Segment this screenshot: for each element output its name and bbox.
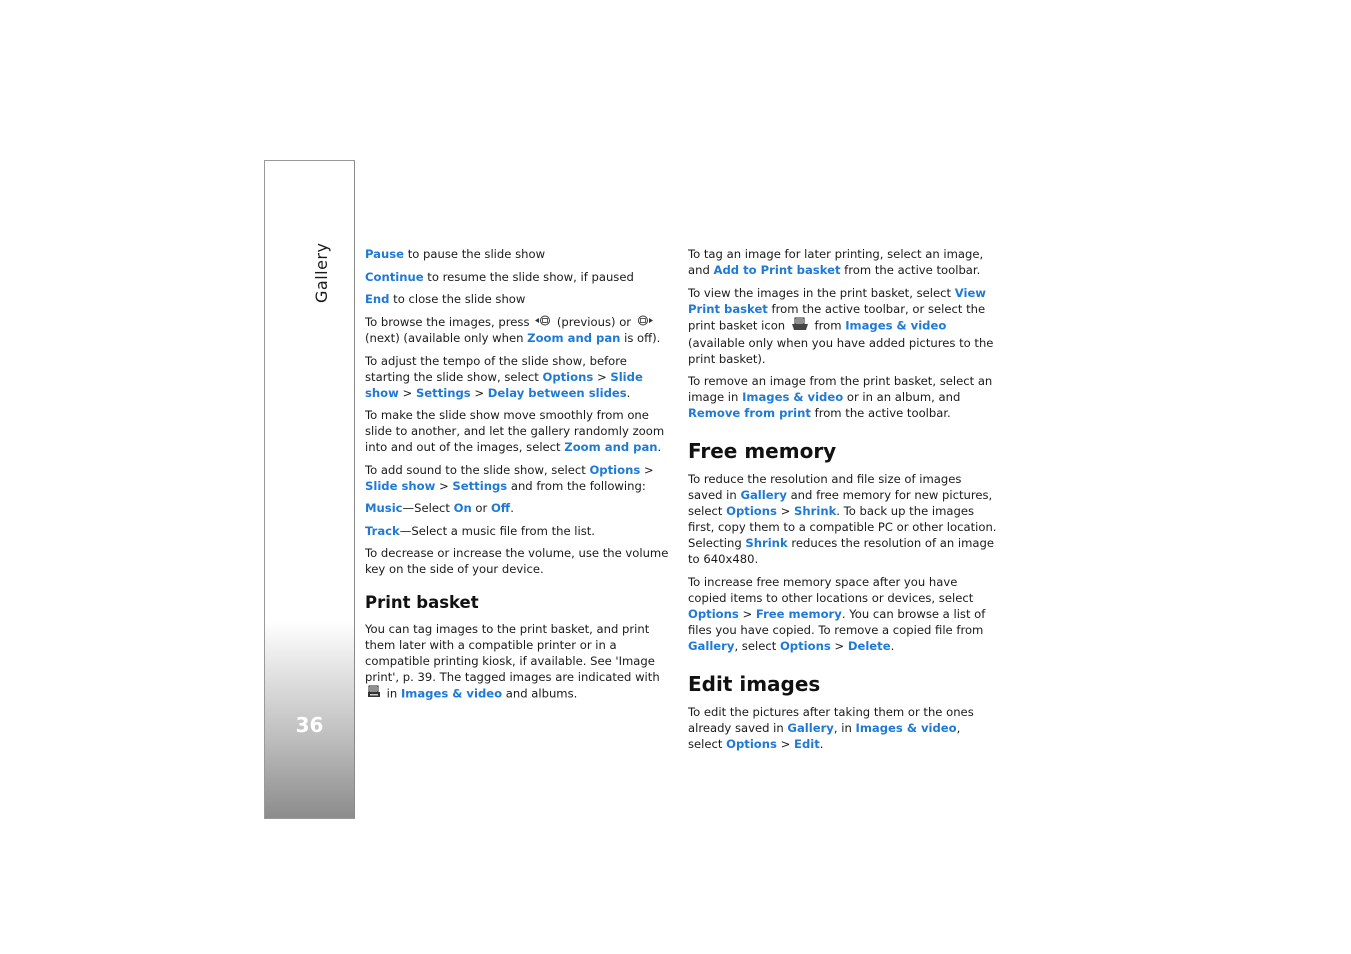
heading-print-basket: Print basket	[365, 593, 479, 612]
left-column	[365, 246, 669, 710]
text: You can tag images to the print basket, and print them later with a compatible printer or in a compatible printing kiosk, if available. See 'Image print', p. 39. The tagged images are indicated with	[365, 622, 660, 684]
keyword-options: Options	[726, 736, 777, 751]
separator: >	[738, 606, 756, 621]
paragraph-reduce	[688, 471, 998, 567]
text: reduces the resolution of an image to 640x480.	[688, 536, 994, 566]
separator: >	[470, 385, 488, 400]
right-column	[688, 246, 998, 758]
text: from the active toolbar.	[840, 263, 981, 277]
keyword-images-video: Images & video	[400, 686, 503, 701]
keyword-shrink: Shrink	[745, 536, 788, 550]
keyword-settings: Settings	[415, 385, 471, 400]
text: from	[810, 318, 846, 332]
keyword-edit: Edit	[794, 736, 820, 751]
text: , select	[734, 638, 780, 653]
text: and albums.	[502, 686, 578, 701]
text: .	[819, 736, 824, 751]
text: . You can browse a list of files you have copied. To remove a copied file from	[688, 606, 986, 637]
keyword-free-memory: Free memory	[755, 606, 842, 621]
paragraph-print	[365, 621, 669, 703]
paragraph-continue	[365, 269, 669, 285]
scroll-left-icon	[535, 314, 551, 330]
print-basket-icon	[791, 317, 809, 335]
keyword-pause: Pause	[365, 247, 405, 261]
text: To browse the images, press	[365, 314, 534, 329]
text: (previous) or	[553, 314, 635, 329]
heading-edit-images: Edit images	[688, 671, 821, 696]
keyword-on: On	[453, 501, 472, 515]
keyword-end: End	[365, 292, 390, 306]
paragraph-tempo	[365, 353, 669, 401]
paragraph-smooth	[365, 407, 669, 455]
text: To tag an image for later printing, select an image, and	[688, 247, 984, 277]
keyword-images-video: Images & video	[742, 390, 844, 404]
text: to close the slide show	[389, 292, 526, 306]
text: is off).	[620, 331, 661, 345]
text: .	[510, 501, 514, 515]
text: To view the images in the print basket, select	[688, 285, 955, 300]
keyword-slide-show: Slide show	[365, 478, 436, 493]
text: in	[383, 686, 401, 701]
keyword-add-print-basket: Add to Print basket	[713, 263, 841, 277]
separator: >	[776, 504, 795, 518]
text: To adjust the tempo of the slide show, before starting the slide show, select	[365, 353, 627, 384]
text: .	[890, 638, 895, 653]
text: To remove an image from the print basket, select an image in	[688, 374, 993, 404]
print-basket-icon	[367, 685, 381, 703]
paragraph-view	[688, 285, 998, 367]
keyword-images-video: Images & video	[845, 318, 947, 332]
separator: >	[830, 638, 848, 653]
text: from the active toolbar.	[810, 406, 951, 420]
text: To add sound to the slide show, select	[365, 462, 590, 477]
keyword-gallery: Gallery	[740, 488, 787, 502]
paragraph-pause	[365, 246, 669, 262]
paragraph-end	[365, 291, 669, 307]
keyword-slide-show: Slide show	[365, 369, 643, 400]
keyword-track: Track	[365, 523, 400, 538]
heading-free-memory: Free memory	[688, 439, 837, 463]
keyword-music: Music	[365, 501, 403, 515]
keyword-continue: Continue	[365, 269, 424, 284]
paragraph-music	[365, 500, 669, 516]
text: (next) (available only when	[365, 331, 528, 345]
paragraph-remove	[688, 373, 998, 421]
keyword-gallery: Gallery	[688, 638, 735, 653]
keyword-zoom-pan: Zoom and pan	[564, 440, 658, 454]
keyword-options: Options	[726, 504, 777, 518]
keyword-settings: Settings	[452, 478, 508, 493]
text: to pause the slide show	[404, 247, 546, 261]
keyword-remove-from-print: Remove from print	[688, 406, 811, 420]
separator: >	[593, 369, 611, 384]
text: from the active toolbar, or select the print basket icon	[688, 301, 986, 332]
keyword-images-video: Images & video	[855, 720, 957, 735]
text: (available only when you have added pictures to the print basket).	[688, 335, 994, 366]
paragraph-browse	[365, 314, 669, 347]
separator: >	[640, 462, 654, 477]
separator: >	[776, 736, 795, 751]
text: To edit the pictures after taking them or the ones already saved in	[688, 704, 974, 735]
text: —Select	[402, 501, 454, 515]
text: —Select a music file from the list.	[399, 523, 595, 538]
text: To reduce the resolution and file size of images saved in	[688, 472, 962, 502]
paragraph-sound	[365, 462, 669, 494]
keyword-delay: Delay between slides	[487, 385, 627, 400]
text: .	[657, 440, 662, 454]
paragraph-track	[365, 523, 669, 539]
section-title: Gallery	[312, 242, 331, 303]
paragraph-volume: To decrease or increase the volume, use the volume key on the side of your device.	[365, 546, 669, 576]
keyword-options: Options	[589, 462, 641, 477]
text: or	[471, 501, 491, 515]
separator: >	[435, 478, 453, 493]
keyword-zoom-pan: Zoom and pan	[527, 331, 621, 345]
keyword-options: Options	[542, 369, 594, 384]
paragraph-tag	[688, 246, 998, 278]
keyword-off: Off	[490, 501, 511, 515]
text: , select	[688, 720, 961, 751]
keyword-shrink: Shrink	[794, 504, 837, 518]
text: to resume the slide show, if paused	[423, 269, 634, 284]
text: To increase free memory space after you have copied items to other locations or devices, select	[688, 574, 974, 605]
keyword-view-print-basket: View Print basket	[688, 285, 987, 316]
keyword-options: Options	[779, 638, 831, 653]
text: . To back up the images first, copy them to a compatible PC or other location. Selecting	[688, 504, 997, 550]
keyword-options: Options	[688, 606, 739, 621]
text: and free memory for new pictures, select	[688, 488, 993, 518]
keyword-gallery: Gallery	[787, 720, 834, 735]
paragraph-edit	[688, 704, 998, 752]
scroll-right-icon	[637, 314, 653, 330]
text: .	[626, 385, 631, 400]
text: , in	[833, 720, 856, 735]
page-number: 36	[295, 713, 324, 737]
separator: >	[398, 385, 416, 400]
text: and from the following:	[507, 478, 646, 493]
text: To make the slide show move smoothly from one slide to another, and let the gallery randomly zoom into and out of the images, select	[365, 408, 665, 454]
paragraph-increase	[688, 574, 998, 654]
text: or in an album, and	[843, 390, 961, 404]
keyword-delete: Delete	[847, 638, 891, 653]
